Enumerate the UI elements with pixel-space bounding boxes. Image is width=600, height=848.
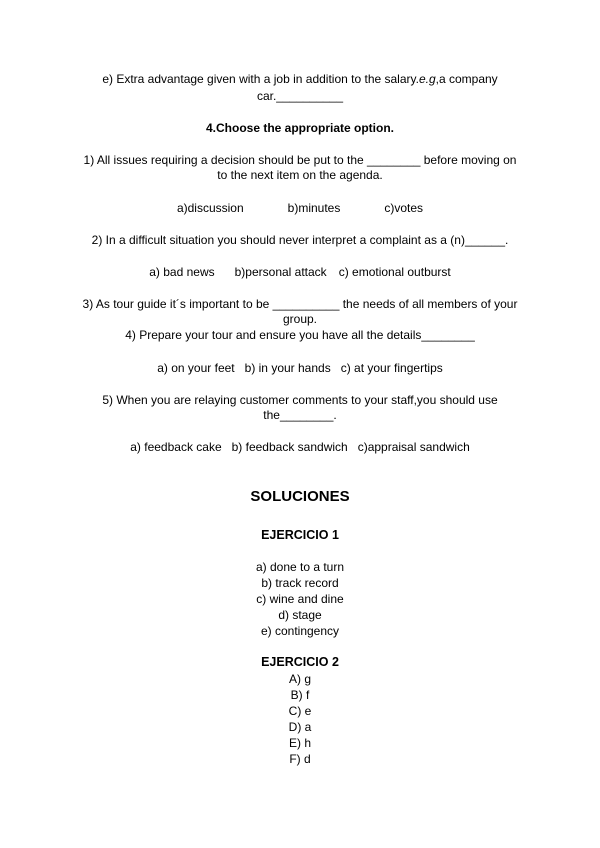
exercise3-item-e-line2: car.__________: [256, 89, 344, 103]
exercise3-item-e-line1: [0, 72, 600, 86]
question-5-line2: the________.: [263, 408, 337, 422]
option-a: a)discussion: [176, 201, 244, 215]
ex2-answer-f: F) d: [289, 752, 311, 766]
option-c: c) at your fingertips: [340, 361, 443, 375]
ex1-answer-a: a) done to a turn: [255, 560, 345, 574]
ex2-answer-c: C) e: [288, 704, 312, 718]
question-3-line2: group.: [282, 312, 318, 326]
question-2: 2) In a difficult situation you should never interpret a complaint as a (n)______.: [91, 233, 509, 247]
question-4: 4) Prepare your tour and ensure you have all the details________: [125, 328, 475, 342]
question-4-options: [0, 361, 600, 375]
item-e-text-end: ,a company: [435, 72, 498, 86]
ejercicio-2-heading: EJERCICIO 2: [261, 655, 339, 669]
solutions-title: SOLUCIONES: [250, 488, 350, 505]
exercise4-heading: 4.Choose the appropriate option.: [205, 121, 394, 135]
question-1-line2: to the next item on the agenda.: [217, 168, 383, 182]
option-b: b) in your hands: [244, 361, 331, 375]
ex1-answer-d: d) stage: [278, 608, 322, 622]
item-e-text: e) Extra advantage given with a job in addition to the salary.: [102, 72, 419, 86]
ex2-answer-a: A) g: [288, 672, 311, 686]
question-1-line1: 1) All issues requiring a decision should be put to the ________ before moving on: [83, 153, 517, 167]
ex2-answer-d: D) a: [288, 720, 312, 734]
option-c: c)appraisal sandwich: [357, 440, 470, 454]
option-b: b) feedback sandwich: [231, 440, 348, 454]
option-a: a) bad news: [149, 265, 215, 279]
option-a: a) on your feet: [157, 361, 235, 375]
ex2-answer-b: B) f: [290, 688, 310, 702]
option-b: b)minutes: [287, 201, 341, 215]
question-5-line1: 5) When you are relaying customer comments to your staff,you should use: [102, 393, 498, 407]
ex1-answer-e: e) contingency: [260, 624, 340, 638]
ex2-answer-e: E) h: [288, 736, 311, 750]
question-3-line1: 3) As tour guide it´s important to be __________ the needs of all members of your: [82, 297, 518, 311]
option-c: c)votes: [384, 201, 424, 215]
option-c: c) emotional outburst: [338, 265, 451, 279]
item-e-eg: e.g: [418, 72, 436, 86]
question-2-options: [0, 265, 600, 279]
ex1-answer-b: b) track record: [261, 576, 339, 590]
option-b: b)personal attack: [234, 265, 327, 279]
ex1-answer-c: c) wine and dine: [256, 592, 344, 606]
ejercicio-1-heading: EJERCICIO 1: [261, 528, 339, 542]
question-5-options: [0, 440, 600, 454]
question-1-options: [0, 201, 600, 215]
option-a: a) feedback cake: [130, 440, 222, 454]
